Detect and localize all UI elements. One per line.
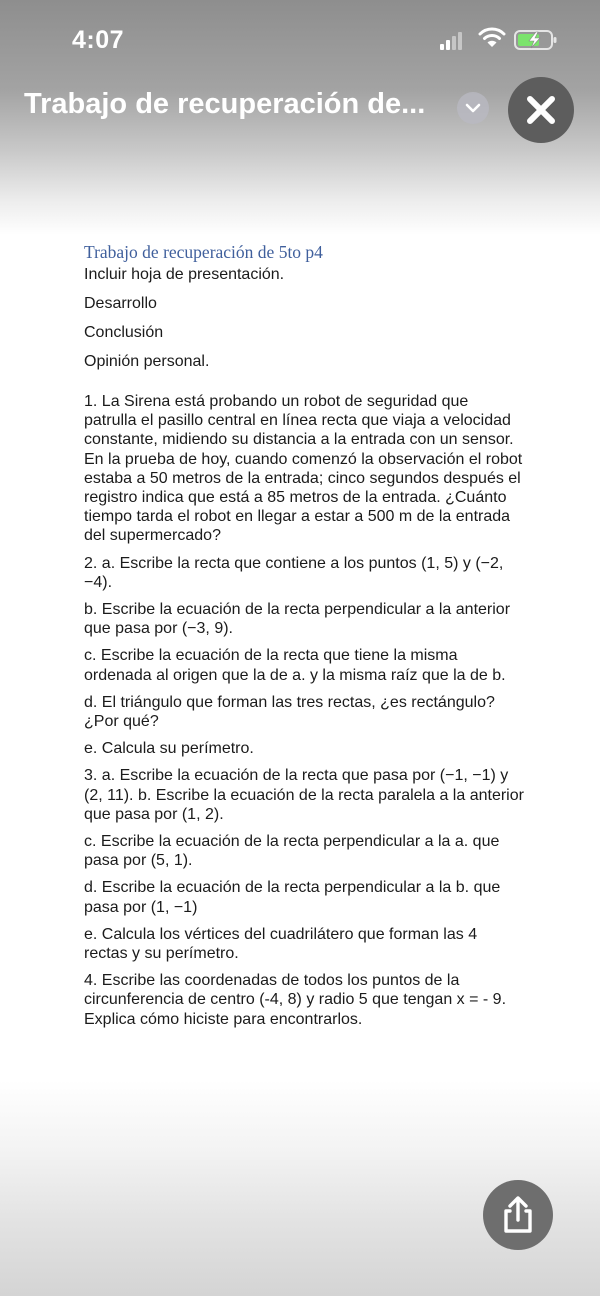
exercise-paragraph: e. Calcula su perímetro. bbox=[84, 740, 254, 758]
exercise-paragraph: 1. La Sirena está probando un robot de seguridad que patrulla el pasillo central en línea recta que viaja a velocidad constante, midiendo su distancia a la entrada con un sensor. En la prueba de hoy, cuando comenzó la observación el robot estaba a 50 metros de la entrada; cinco segundos después el registro indica que está a 85 metros de la entrada. ¿Cuánto tiempo tarda el robot en llegar a estar a 500 m de la entrada del supermercado? bbox=[84, 393, 523, 545]
intro-line: Opinión personal. bbox=[84, 353, 210, 370]
share-button[interactable] bbox=[483, 1180, 553, 1250]
exercise-paragraph: 2. a. Escribe la recta que contiene a los puntos (1, 5) y (−2, −4). bbox=[84, 554, 504, 591]
close-icon bbox=[508, 77, 574, 143]
intro-line: Desarrollo bbox=[84, 295, 157, 312]
close-button[interactable] bbox=[508, 77, 574, 143]
exercise-paragraph: 3. a. Escribe la ecuación de la recta que pasa por (−1, −1) y (2, 11). b. Escribe la ecuación de la recta paralela a la anterior que pasa por (1, 2). bbox=[84, 767, 524, 823]
exercise-paragraph: d. El triángulo que forman las tres rectas, ¿es rectángulo? ¿Por qué? bbox=[84, 693, 495, 731]
document-header bbox=[0, 80, 600, 140]
status-bar bbox=[0, 0, 600, 80]
chevron-down-icon[interactable] bbox=[457, 92, 489, 124]
cellular-signal-icon bbox=[440, 30, 468, 50]
document-heading: Trabajo de recuperación de 5to p4 bbox=[84, 242, 323, 262]
status-time: 4:07 bbox=[72, 26, 125, 54]
exercise-paragraph: e. Calcula los vértices del cuadrilátero que forman las 4 rectas y su perímetro. bbox=[84, 925, 478, 963]
document-title[interactable]: Trabajo de recuperación de... bbox=[24, 88, 426, 120]
share-icon bbox=[483, 1180, 553, 1250]
wifi-icon bbox=[478, 26, 506, 48]
intro-line: Incluir hoja de presentación. bbox=[84, 266, 285, 283]
exercise-paragraph: c. Escribe la ecuación de la recta perpendicular a la a. que pasa por (5, 1). bbox=[84, 833, 500, 870]
exercise-paragraph: c. Escribe la ecuación de la recta que tiene la misma ordenada al origen que la de a. y la misma raíz que la de b. bbox=[84, 647, 506, 684]
exercise-paragraph: 4. Escribe las coordenadas de todos los puntos de la circunferencia de centro (-4, 8) y radio 5 que tengan x = - 9. Explica cómo hiciste para encontrarlos. bbox=[84, 972, 507, 1028]
exercise-paragraph: d. Escribe la ecuación de la recta perpendicular a la b. que pasa por (1, −1) bbox=[84, 879, 501, 916]
intro-line: Conclusión bbox=[84, 324, 164, 341]
exercise-paragraph: b. Escribe la ecuación de la recta perpendicular a la anterior que pasa por (−3, 9). bbox=[84, 601, 511, 638]
document-content bbox=[84, 240, 524, 1029]
battery-charging-icon bbox=[514, 29, 558, 51]
